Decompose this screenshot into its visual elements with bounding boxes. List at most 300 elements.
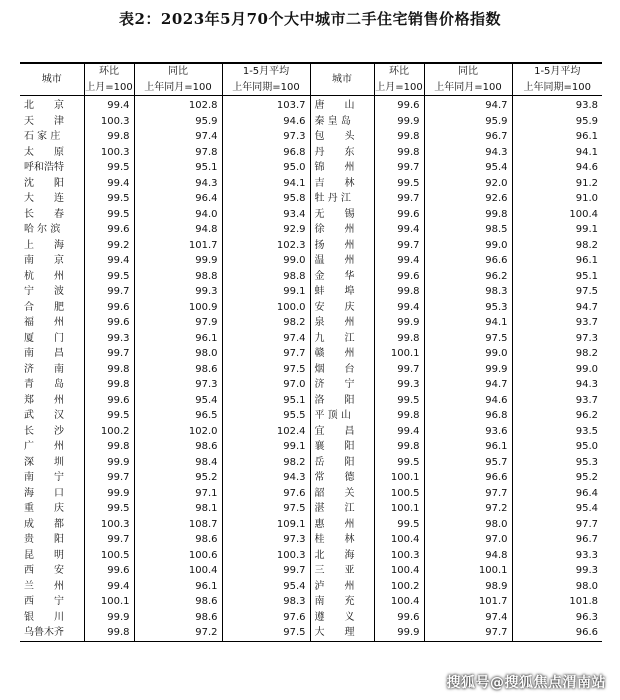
table-row xyxy=(20,486,602,502)
right-mom-cell: 100.3 xyxy=(374,548,424,564)
right-city-cell: 桂 林 xyxy=(310,532,374,548)
right-yoy-cell: 97.5 xyxy=(424,331,512,347)
table-row xyxy=(20,176,602,192)
right-mom-cell: 99.7 xyxy=(374,160,424,176)
left-yoy-cell: 95.2 xyxy=(134,470,222,486)
right-yoy-cell: 93.6 xyxy=(424,424,512,440)
left-city-cell: 福 州 xyxy=(20,315,84,331)
left-city-cell: 太 原 xyxy=(20,145,84,161)
right-city-cell: 宜 昌 xyxy=(310,424,374,440)
left-avg-cell: 100.3 xyxy=(222,548,310,564)
left-yoy-cell: 108.7 xyxy=(134,517,222,533)
left-yoy-cell: 98.6 xyxy=(134,439,222,455)
right-city-cell: 大 理 xyxy=(310,625,374,641)
right-mom-cell: 100.4 xyxy=(374,563,424,579)
table-row xyxy=(20,129,602,145)
left-mom-cell: 99.8 xyxy=(84,362,134,378)
left-avg-cell: 97.6 xyxy=(222,610,310,626)
right-yoy-cell: 97.7 xyxy=(424,486,512,502)
right-city-cell: 吉 林 xyxy=(310,176,374,192)
left-yoy-cell: 97.3 xyxy=(134,377,222,393)
left-mom-cell: 99.5 xyxy=(84,191,134,207)
right-city-cell: 遵 义 xyxy=(310,610,374,626)
right-yoy-cell: 98.3 xyxy=(424,284,512,300)
right-avg-cell: 98.2 xyxy=(575,239,598,251)
right-city-cell: 九 江 xyxy=(310,331,374,347)
left-mom-cell: 99.6 xyxy=(84,222,134,238)
table-row xyxy=(20,424,602,440)
left-city-cell: 西 宁 xyxy=(20,594,84,610)
right-avg-cell: 96.1 xyxy=(575,255,598,267)
left-city-cell: 南 宁 xyxy=(20,470,84,486)
left-mom-cell: 99.9 xyxy=(84,610,134,626)
right-yoy-cell: 99.0 xyxy=(424,238,512,254)
right-yoy-cell: 94.7 xyxy=(424,96,512,114)
right-city-cell: 三 亚 xyxy=(310,563,374,579)
left-city-cell: 兰 州 xyxy=(20,579,84,595)
left-city-cell: 石 家 庄 xyxy=(20,129,84,145)
left-city-cell: 南 昌 xyxy=(20,346,84,362)
right-yoy-cell: 98.5 xyxy=(424,222,512,238)
left-yoy-cell: 96.1 xyxy=(134,579,222,595)
right-city-cell: 洛 阳 xyxy=(310,393,374,409)
right-yoy-cell: 96.6 xyxy=(424,253,512,269)
right-yoy-cell: 100.1 xyxy=(424,563,512,579)
right-avg-cell: 94.7 xyxy=(575,301,598,313)
right-avg-cell: 95.4 xyxy=(575,503,598,515)
left-avg-cell: 98.2 xyxy=(222,315,310,331)
right-city-cell: 北 海 xyxy=(310,548,374,564)
left-avg-cell: 95.0 xyxy=(222,160,310,176)
left-avg-cell: 95.4 xyxy=(222,579,310,595)
left-mom-cell: 99.4 xyxy=(84,253,134,269)
right-avg-cell: 94.3 xyxy=(575,379,598,391)
right-city-cell: 无 锡 xyxy=(310,207,374,223)
left-yoy-cell: 101.7 xyxy=(134,238,222,254)
left-mom-cell: 99.6 xyxy=(84,315,134,331)
header-city-left: 城市 xyxy=(20,63,84,96)
left-city-cell: 长 沙 xyxy=(20,424,84,440)
left-mom-cell: 99.6 xyxy=(84,300,134,316)
right-city-cell: 常 德 xyxy=(310,470,374,486)
left-city-cell: 昆 明 xyxy=(20,548,84,564)
table-row xyxy=(20,96,602,114)
left-city-cell: 上 海 xyxy=(20,238,84,254)
left-avg-cell: 96.8 xyxy=(222,145,310,161)
left-mom-cell: 99.8 xyxy=(84,439,134,455)
left-yoy-cell: 96.4 xyxy=(134,191,222,207)
left-city-cell: 呼和浩特 xyxy=(20,160,84,176)
right-avg-cell: 99.3 xyxy=(575,565,598,577)
left-city-cell: 海 口 xyxy=(20,486,84,502)
left-avg-cell: 102.4 xyxy=(222,424,310,440)
left-mom-cell: 99.5 xyxy=(84,408,134,424)
right-yoy-cell: 95.7 xyxy=(424,455,512,471)
header-avg-left: 1-5月平均 xyxy=(222,63,310,80)
right-mom-cell: 99.8 xyxy=(374,408,424,424)
table-row xyxy=(20,517,602,533)
left-yoy-cell: 98.0 xyxy=(134,346,222,362)
left-avg-cell: 99.1 xyxy=(222,284,310,300)
right-city-cell: 温 州 xyxy=(310,253,374,269)
left-city-cell: 厦 门 xyxy=(20,331,84,347)
left-city-cell: 郑 州 xyxy=(20,393,84,409)
left-mom-cell: 99.7 xyxy=(84,470,134,486)
left-yoy-cell: 98.6 xyxy=(134,610,222,626)
right-yoy-cell: 98.0 xyxy=(424,517,512,533)
right-yoy-cell: 99.0 xyxy=(424,346,512,362)
left-yoy-cell: 98.6 xyxy=(134,594,222,610)
left-avg-cell: 95.8 xyxy=(222,191,310,207)
left-avg-cell: 97.5 xyxy=(222,362,310,378)
right-mom-cell: 99.6 xyxy=(374,269,424,285)
header-mom-sub-right: 上月=100 xyxy=(374,80,424,96)
right-yoy-cell: 94.7 xyxy=(424,377,512,393)
left-mom-cell: 99.8 xyxy=(84,625,134,641)
header-yoy-left: 同比 xyxy=(134,63,222,80)
right-avg-cell: 96.3 xyxy=(575,611,598,623)
table-row xyxy=(20,222,602,238)
right-yoy-cell: 96.7 xyxy=(424,129,512,145)
table-row xyxy=(20,625,602,641)
table-row xyxy=(20,191,602,207)
right-city-cell: 牡 丹 江 xyxy=(310,191,374,207)
table-row xyxy=(20,238,602,254)
right-avg-cell: 98.2 xyxy=(575,348,598,360)
left-city-cell: 长 春 xyxy=(20,207,84,223)
header-mom-right: 环比 xyxy=(374,63,424,80)
right-mom-cell: 99.9 xyxy=(374,625,424,641)
table-row xyxy=(20,548,602,564)
left-mom-cell: 99.7 xyxy=(84,532,134,548)
left-city-cell: 深 圳 xyxy=(20,455,84,471)
left-mom-cell: 100.1 xyxy=(84,594,134,610)
right-city-cell: 安 庆 xyxy=(310,300,374,316)
table-row xyxy=(20,408,602,424)
left-yoy-cell: 98.1 xyxy=(134,501,222,517)
right-avg-cell: 101.8 xyxy=(569,596,598,608)
left-city-cell: 武 汉 xyxy=(20,408,84,424)
right-avg-cell: 95.9 xyxy=(575,115,598,127)
table-row xyxy=(20,393,602,409)
right-yoy-cell: 97.4 xyxy=(424,610,512,626)
right-avg-cell: 99.0 xyxy=(575,363,598,375)
left-yoy-cell: 98.8 xyxy=(134,269,222,285)
right-avg-cell: 93.7 xyxy=(575,394,598,406)
right-mom-cell: 99.9 xyxy=(374,315,424,331)
left-avg-cell: 102.3 xyxy=(222,238,310,254)
table-title: 表2：2023年5月70个大中城市二手住宅销售价格指数 xyxy=(119,10,501,28)
right-mom-cell: 99.5 xyxy=(374,176,424,192)
right-avg-cell: 91.2 xyxy=(575,177,598,189)
right-mom-cell: 99.8 xyxy=(374,129,424,145)
table-row xyxy=(20,114,602,130)
header-yoy-sub-right: 上年同月=100 xyxy=(424,80,512,96)
right-avg-cell: 97.5 xyxy=(575,286,598,298)
table-row xyxy=(20,362,602,378)
left-avg-cell: 103.7 xyxy=(222,96,310,114)
table-row xyxy=(20,439,602,455)
left-mom-cell: 99.5 xyxy=(84,160,134,176)
right-avg-cell: 96.7 xyxy=(575,534,598,546)
right-mom-cell: 100.5 xyxy=(374,486,424,502)
left-avg-cell: 99.0 xyxy=(222,253,310,269)
right-mom-cell: 100.4 xyxy=(374,532,424,548)
right-yoy-cell: 96.6 xyxy=(424,470,512,486)
right-avg-cell: 93.3 xyxy=(575,549,598,561)
table-row xyxy=(20,284,602,300)
left-yoy-cell: 100.6 xyxy=(134,548,222,564)
left-mom-cell: 99.7 xyxy=(84,346,134,362)
left-yoy-cell: 96.5 xyxy=(134,408,222,424)
left-mom-cell: 99.2 xyxy=(84,238,134,254)
left-city-cell: 银 川 xyxy=(20,610,84,626)
right-mom-cell: 100.1 xyxy=(374,470,424,486)
right-mom-cell: 99.5 xyxy=(374,393,424,409)
right-avg-cell: 96.4 xyxy=(575,487,598,499)
right-mom-cell: 99.6 xyxy=(374,96,424,114)
right-avg-cell: 95.2 xyxy=(575,472,598,484)
table-row xyxy=(20,346,602,362)
left-city-cell: 贵 阳 xyxy=(20,532,84,548)
left-city-cell: 重 庆 xyxy=(20,501,84,517)
left-city-cell: 西 安 xyxy=(20,563,84,579)
left-avg-cell: 99.7 xyxy=(222,563,310,579)
left-avg-cell: 98.3 xyxy=(222,594,310,610)
left-avg-cell: 94.3 xyxy=(222,470,310,486)
table-row xyxy=(20,455,602,471)
left-mom-cell: 100.5 xyxy=(84,548,134,564)
right-city-cell: 韶 关 xyxy=(310,486,374,502)
left-yoy-cell: 95.9 xyxy=(134,114,222,130)
right-city-cell: 平 顶 山 xyxy=(310,408,374,424)
table-row xyxy=(20,470,602,486)
right-mom-cell: 99.4 xyxy=(374,300,424,316)
right-mom-cell: 99.4 xyxy=(374,424,424,440)
left-yoy-cell: 96.1 xyxy=(134,331,222,347)
right-yoy-cell: 96.2 xyxy=(424,269,512,285)
right-yoy-cell: 94.1 xyxy=(424,315,512,331)
right-avg-cell: 96.6 xyxy=(512,625,602,641)
right-avg-cell: 95.1 xyxy=(575,270,598,282)
left-mom-cell: 99.3 xyxy=(84,331,134,347)
right-mom-cell: 99.4 xyxy=(374,253,424,269)
right-mom-cell: 99.8 xyxy=(374,439,424,455)
table-row xyxy=(20,160,602,176)
left-mom-cell: 100.3 xyxy=(84,114,134,130)
left-city-cell: 合 肥 xyxy=(20,300,84,316)
right-city-cell: 岳 阳 xyxy=(310,455,374,471)
right-city-cell: 包 头 xyxy=(310,129,374,145)
right-mom-cell: 100.1 xyxy=(374,501,424,517)
right-mom-cell: 100.4 xyxy=(374,594,424,610)
right-mom-cell: 99.5 xyxy=(374,517,424,533)
table-row xyxy=(20,207,602,223)
right-mom-cell: 99.7 xyxy=(374,191,424,207)
header-yoy-right: 同比 xyxy=(424,63,512,80)
left-yoy-cell: 98.6 xyxy=(134,362,222,378)
left-yoy-cell: 102.8 xyxy=(134,96,222,114)
left-yoy-cell: 94.0 xyxy=(134,207,222,223)
left-avg-cell: 93.4 xyxy=(222,207,310,223)
right-avg-cell: 99.1 xyxy=(575,224,598,236)
header-avg-right: 1-5月平均 xyxy=(534,66,581,78)
left-mom-cell: 99.6 xyxy=(84,393,134,409)
left-yoy-cell: 97.8 xyxy=(134,145,222,161)
left-yoy-cell: 97.4 xyxy=(134,129,222,145)
left-avg-cell: 97.0 xyxy=(222,377,310,393)
left-city-cell: 杭 州 xyxy=(20,269,84,285)
right-avg-cell: 93.8 xyxy=(575,100,598,112)
right-yoy-cell: 94.8 xyxy=(424,548,512,564)
right-avg-cell: 100.4 xyxy=(569,208,598,220)
right-mom-cell: 99.5 xyxy=(374,455,424,471)
left-avg-cell: 98.8 xyxy=(222,269,310,285)
right-mom-cell: 99.4 xyxy=(374,222,424,238)
left-mom-cell: 100.3 xyxy=(84,145,134,161)
right-city-cell: 济 宁 xyxy=(310,377,374,393)
left-yoy-cell: 97.9 xyxy=(134,315,222,331)
header-avg-sub-left: 上年同期=100 xyxy=(222,80,310,96)
right-mom-cell: 100.1 xyxy=(374,346,424,362)
right-city-cell: 赣 州 xyxy=(310,346,374,362)
left-avg-cell: 97.5 xyxy=(222,501,310,517)
left-city-cell: 济 南 xyxy=(20,362,84,378)
left-mom-cell: 100.2 xyxy=(84,424,134,440)
left-mom-cell: 99.4 xyxy=(84,176,134,192)
table-row xyxy=(20,315,602,331)
header-yoy-sub-left: 上年同月=100 xyxy=(134,80,222,96)
left-city-cell: 沈 阳 xyxy=(20,176,84,192)
right-yoy-cell: 97.7 xyxy=(424,625,512,641)
right-avg-cell: 97.7 xyxy=(575,518,598,530)
left-avg-cell: 109.1 xyxy=(222,517,310,533)
left-yoy-cell: 98.6 xyxy=(134,532,222,548)
right-city-cell: 泉 州 xyxy=(310,315,374,331)
table-row xyxy=(20,269,602,285)
right-city-cell: 唐 山 xyxy=(310,96,374,114)
price-index-table xyxy=(20,62,602,642)
left-city-cell: 天 津 xyxy=(20,114,84,130)
right-avg-cell: 96.2 xyxy=(575,410,598,422)
right-city-cell: 襄 阳 xyxy=(310,439,374,455)
right-mom-cell: 99.8 xyxy=(374,145,424,161)
left-city-cell: 乌鲁木齐 xyxy=(20,625,84,641)
left-avg-cell: 97.3 xyxy=(222,129,310,145)
watermark-text: 搜狐号@搜狐焦点渭南站 xyxy=(446,675,606,691)
left-avg-cell: 95.5 xyxy=(222,408,310,424)
left-city-cell: 哈 尔 滨 xyxy=(20,222,84,238)
left-city-cell: 青 岛 xyxy=(20,377,84,393)
table-row xyxy=(20,610,602,626)
left-avg-cell: 94.6 xyxy=(222,114,310,130)
right-city-cell: 金 华 xyxy=(310,269,374,285)
right-mom-cell: 99.8 xyxy=(374,284,424,300)
right-mom-cell: 99.6 xyxy=(374,207,424,223)
table-row xyxy=(20,532,602,548)
table-row xyxy=(20,253,602,269)
left-mom-cell: 99.4 xyxy=(84,579,134,595)
right-avg-cell: 97.3 xyxy=(575,332,598,344)
left-city-cell: 北 京 xyxy=(20,96,84,114)
left-avg-cell: 100.0 xyxy=(222,300,310,316)
left-mom-cell: 99.8 xyxy=(84,377,134,393)
right-avg-cell: 93.5 xyxy=(575,425,598,437)
right-yoy-cell: 96.1 xyxy=(424,439,512,455)
left-yoy-cell: 95.1 xyxy=(134,160,222,176)
left-avg-cell: 97.5 xyxy=(222,625,310,641)
table-row xyxy=(20,563,602,579)
table-row xyxy=(20,145,602,161)
left-yoy-cell: 99.9 xyxy=(134,253,222,269)
table-header xyxy=(20,63,602,96)
right-mom-cell: 99.9 xyxy=(374,114,424,130)
table-row xyxy=(20,331,602,347)
left-yoy-cell: 94.3 xyxy=(134,176,222,192)
left-mom-cell: 99.7 xyxy=(84,284,134,300)
right-yoy-cell: 95.4 xyxy=(424,160,512,176)
table-row xyxy=(20,377,602,393)
right-yoy-cell: 99.9 xyxy=(424,362,512,378)
table-body xyxy=(20,96,602,642)
left-avg-cell: 97.4 xyxy=(222,331,310,347)
right-avg-cell: 95.0 xyxy=(575,441,598,453)
left-yoy-cell: 102.0 xyxy=(134,424,222,440)
header-avg-sub-right: 上年同期=100 xyxy=(512,80,602,96)
right-mom-cell: 99.7 xyxy=(374,362,424,378)
left-mom-cell: 99.9 xyxy=(84,486,134,502)
left-yoy-cell: 99.3 xyxy=(134,284,222,300)
right-yoy-cell: 95.9 xyxy=(424,114,512,130)
left-mom-cell: 99.6 xyxy=(84,563,134,579)
right-city-cell: 泸 州 xyxy=(310,579,374,595)
left-mom-cell: 99.5 xyxy=(84,269,134,285)
right-yoy-cell: 101.7 xyxy=(424,594,512,610)
right-avg-cell: 91.0 xyxy=(575,193,598,205)
right-city-cell: 蚌 埠 xyxy=(310,284,374,300)
right-mom-cell: 99.3 xyxy=(374,377,424,393)
left-city-cell: 大 连 xyxy=(20,191,84,207)
right-city-cell: 惠 州 xyxy=(310,517,374,533)
right-yoy-cell: 92.6 xyxy=(424,191,512,207)
right-city-cell: 丹 东 xyxy=(310,145,374,161)
right-yoy-cell: 94.6 xyxy=(424,393,512,409)
left-mom-cell: 99.8 xyxy=(84,129,134,145)
table-row xyxy=(20,594,602,610)
left-mom-cell: 99.5 xyxy=(84,501,134,517)
left-yoy-cell: 97.1 xyxy=(134,486,222,502)
right-city-cell: 湛 江 xyxy=(310,501,374,517)
right-yoy-cell: 97.0 xyxy=(424,532,512,548)
table-row xyxy=(20,300,602,316)
left-avg-cell: 95.1 xyxy=(222,393,310,409)
right-yoy-cell: 94.3 xyxy=(424,145,512,161)
right-yoy-cell: 96.8 xyxy=(424,408,512,424)
right-city-cell: 扬 州 xyxy=(310,238,374,254)
right-yoy-cell: 97.2 xyxy=(424,501,512,517)
left-mom-cell: 99.9 xyxy=(84,455,134,471)
left-mom-cell: 99.4 xyxy=(84,96,134,114)
left-yoy-cell: 100.9 xyxy=(134,300,222,316)
right-avg-cell: 93.7 xyxy=(575,317,598,329)
left-mom-cell: 100.3 xyxy=(84,517,134,533)
right-city-cell: 烟 台 xyxy=(310,362,374,378)
left-avg-cell: 97.3 xyxy=(222,532,310,548)
header-mom-sub-left: 上月=100 xyxy=(84,80,134,96)
left-yoy-cell: 98.4 xyxy=(134,455,222,471)
right-yoy-cell: 95.3 xyxy=(424,300,512,316)
left-yoy-cell: 94.8 xyxy=(134,222,222,238)
